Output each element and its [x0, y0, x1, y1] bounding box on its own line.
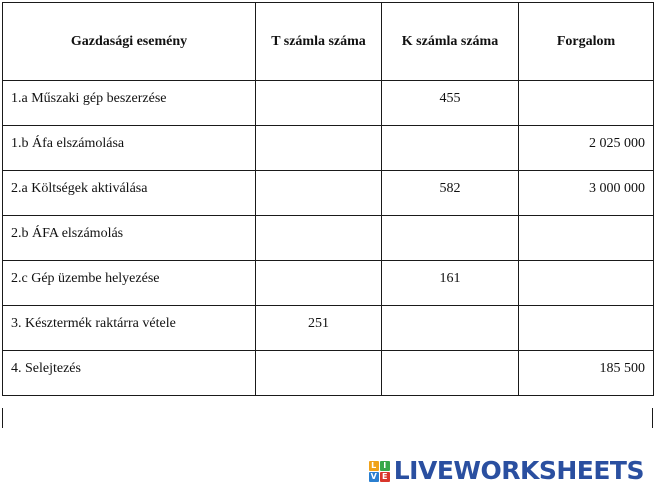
turnover-cell[interactable]: 185 500: [519, 351, 654, 396]
accounting-table: [2, 2, 654, 396]
page-border-left: [2, 408, 3, 428]
header-event: Gazdasági esemény: [3, 3, 256, 81]
table-row: [3, 306, 654, 351]
logo-tile: E: [380, 472, 390, 482]
k-account-cell[interactable]: [382, 306, 519, 351]
header-row: [3, 3, 654, 81]
liveworksheets-brand: [369, 458, 644, 484]
t-account-cell[interactable]: [256, 351, 382, 396]
header-t-account: T számla száma: [256, 3, 382, 81]
k-account-cell[interactable]: [382, 126, 519, 171]
table-row: [3, 81, 654, 126]
liveworksheets-logo-icon: [369, 461, 390, 482]
event-cell: 1.b Áfa elszámolása: [3, 126, 256, 171]
event-cell: 2.b ÁFA elszámolás: [3, 216, 256, 261]
turnover-cell[interactable]: [519, 216, 654, 261]
event-cell: 3. Késztermék raktárra vétele: [3, 306, 256, 351]
table-row: [3, 171, 654, 216]
k-account-cell[interactable]: [382, 351, 519, 396]
t-account-cell[interactable]: [256, 171, 382, 216]
t-account-cell[interactable]: [256, 261, 382, 306]
logo-tile: I: [380, 461, 390, 471]
logo-tile: L: [369, 461, 379, 471]
table-row: [3, 261, 654, 306]
brand-wordmark: LIVEWORKSHEETS: [393, 456, 644, 485]
turnover-cell[interactable]: [519, 261, 654, 306]
event-cell: 1.a Műszaki gép beszerzése: [3, 81, 256, 126]
table-row: [3, 351, 654, 396]
header-k-account: K számla száma: [382, 3, 519, 81]
table-row: [3, 126, 654, 171]
k-account-cell[interactable]: [382, 216, 519, 261]
k-account-cell[interactable]: 582: [382, 171, 519, 216]
event-cell: 2.c Gép üzembe helyezése: [3, 261, 256, 306]
k-account-cell[interactable]: 455: [382, 81, 519, 126]
turnover-cell[interactable]: [519, 306, 654, 351]
t-account-cell[interactable]: [256, 216, 382, 261]
turnover-cell[interactable]: [519, 81, 654, 126]
t-account-cell[interactable]: [256, 81, 382, 126]
event-cell: 2.a Költségek aktiválása: [3, 171, 256, 216]
t-account-cell[interactable]: [256, 126, 382, 171]
page-border-right: [652, 408, 653, 428]
t-account-cell[interactable]: 251: [256, 306, 382, 351]
event-cell: 4. Selejtezés: [3, 351, 256, 396]
table-row: [3, 216, 654, 261]
turnover-cell[interactable]: 3 000 000: [519, 171, 654, 216]
turnover-cell[interactable]: 2 025 000: [519, 126, 654, 171]
header-turnover: Forgalom: [519, 3, 654, 81]
logo-tile: V: [370, 471, 377, 481]
k-account-cell[interactable]: 161: [382, 261, 519, 306]
